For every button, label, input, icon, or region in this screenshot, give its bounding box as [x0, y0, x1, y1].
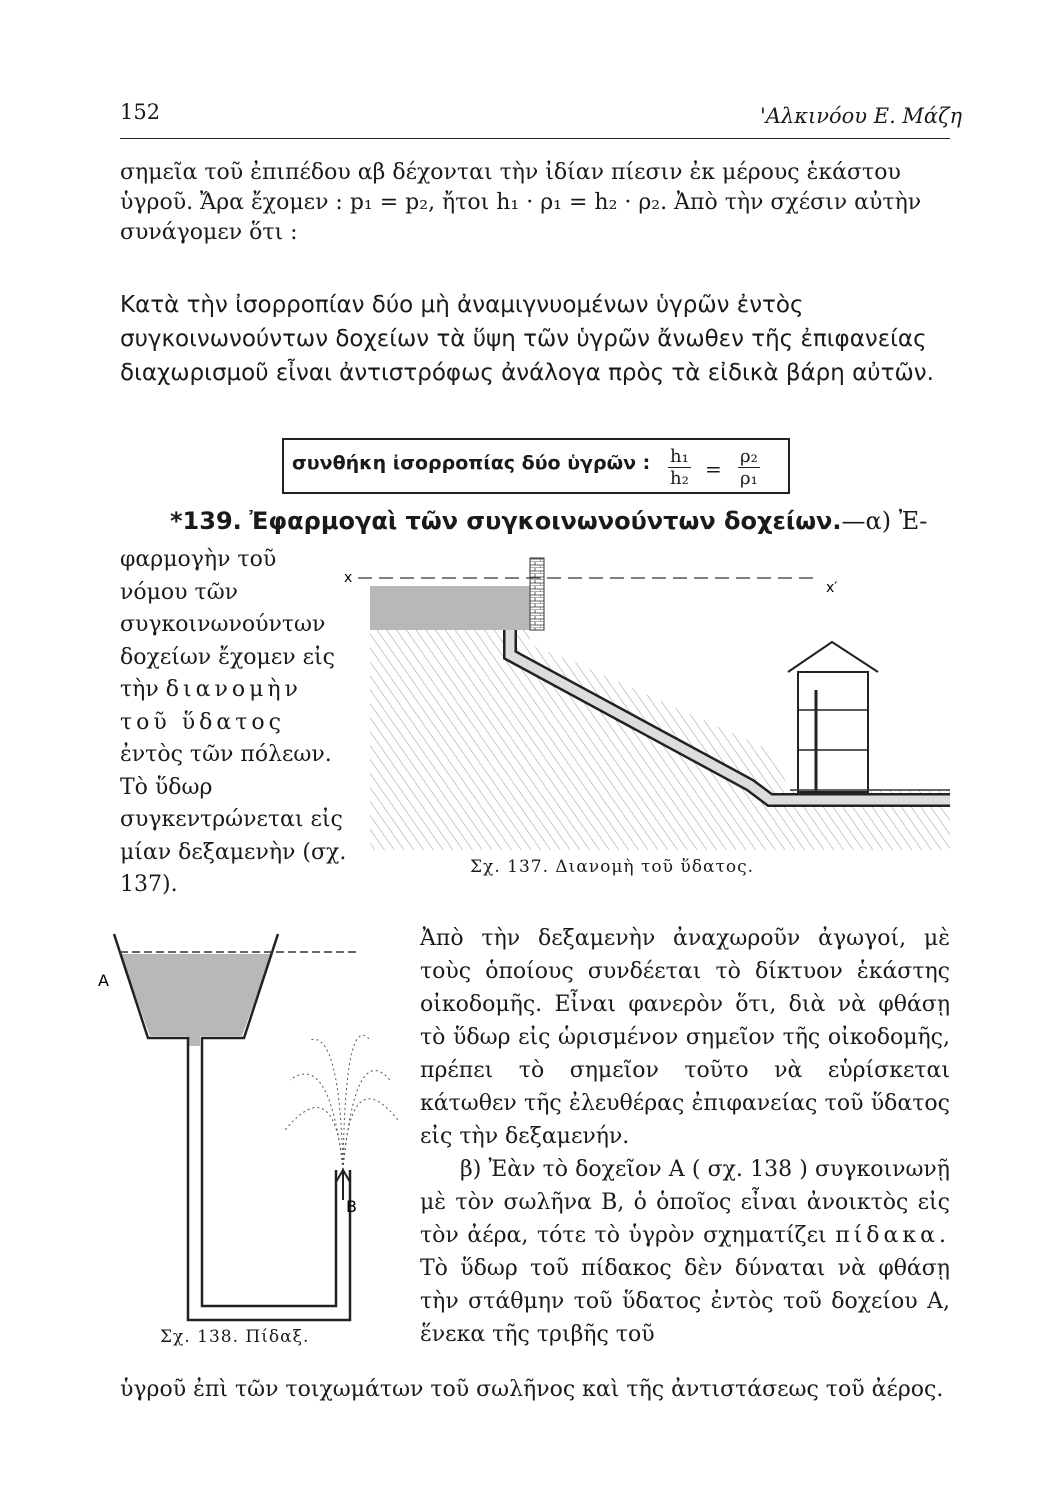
right-paragraph-2 [420, 1153, 950, 1351]
house [788, 642, 878, 795]
section-heading [170, 505, 950, 537]
page-number: 152 [120, 100, 161, 124]
right-paragraph-2-b: Τὸ ὕδωρ τοῦ πίδακος δὲν δύναται νὰ φθάσῃ τὴν στάθμην τοῦ ὕδατος ἐντὸς τοῦ δοχείου Α, ἕνεκα τῆς τριβῆς τοῦ [420, 1256, 950, 1347]
left-column-end: ἐντὸς τῶν πόλεων. Τὸ ὕδωρ συγκεντρώνεται εἰς μίαν δεξαμενὴν (σχ. 137). [120, 742, 347, 897]
fraction-h-numerator: h₁ [670, 446, 689, 467]
formula-label: συνθήκη ἰσορροπίας δύο ὑγρῶν : [292, 452, 651, 474]
figure-137-diagram [344, 550, 950, 850]
equals-sign: = [705, 457, 722, 481]
intro-paragraph: σημεῖα τοῦ ἐπιπέδου αβ δέχονται τὴν ἰδίαν πίεσιν ἐκ μέρους ἑκάστου ὑγροῦ. Ἄρα ἔχομεν : p₁ = p₂, ἤτοι h₁ · ρ₁ = h₂ · ρ₂. Ἀπὸ τὴν σχέσιν αὐτὴν συνάγομεν ὅτι : [120, 160, 922, 245]
section-lead: —α) Ἐ- [841, 507, 928, 535]
fraction-h [668, 446, 691, 489]
fraction-h-denominator: h₂ [670, 468, 689, 489]
left-column-text [120, 544, 353, 902]
running-header-author: 'Αλκινόου Ε. Μάζη [760, 104, 963, 128]
law-statement: Κατὰ τὴν ἰσορροπίαν δύο μὴ ἀναμιγνυομένων ὑγρῶν ἐντὸς συγκοινωνούντων δοχείων τὰ ὕψη τῶν ὑγρῶν ἄνωθεν τῆς ἐπιφανείας διαχωρισμοῦ εἶναι ἀντιστρόφως ἀνάλογα πρὸς τὰ εἰδικὰ βάρη αὐτῶν. [120, 292, 934, 386]
figure-138-diagram [100, 930, 400, 1330]
fraction-rho-numerator: ρ₂ [740, 446, 758, 467]
fraction-rho [738, 446, 760, 489]
label-B: B [346, 1197, 357, 1216]
right-paragraph-2-a: β) Ἐὰν τὸ δοχεῖον Α ( σχ. 138 ) συγκοινωνῇ μὲ τὸν σωλῆνα Β, ὁ ὁποῖος εἶναι ἀνοικτὸς εἰς τὸν ἀέρα, τότε τὸ ὑγρὸν σχηματίζει [420, 1157, 950, 1248]
reservoir-water [370, 586, 530, 630]
fraction-rho-denominator: ρ₁ [740, 468, 758, 489]
section-number: *139. [170, 507, 242, 535]
figure-138-caption: Σχ. 138. Πίδαξ. [160, 1327, 310, 1347]
reservoir-wall [530, 558, 544, 630]
fountain-jet [285, 1035, 398, 1170]
label-x: x [344, 570, 353, 586]
closing-line: ὑγροῦ ἐπὶ τῶν τοιχωμάτων τοῦ σωλῆνος καὶ τῆς ἀντιστάσεως τοῦ ἀέρος. [120, 1377, 944, 1402]
header-rule [120, 138, 950, 139]
vessel-liquid [120, 954, 272, 1046]
left-column-start: φαρμογὴν τοῦ νόμου τῶν συγκοινωνούντων δοχείων ἔχομεν εἰς τὴν [120, 547, 335, 702]
right-column-text [420, 922, 950, 1351]
label-x-prime: x′ [826, 580, 838, 596]
right-paragraph-1: Ἀπὸ τὴν δεξαμενὴν ἀναχωροῦν ἀγωγοί, μὲ τοὺς ὁποίους συνδέεται τὸ δίκτυον ἑκάστης οἰκοδομῆς. Εἶναι φανερὸν ὅτι, διὰ νὰ φθάσῃ τὸ ὕδωρ εἰς ὡρισμένον σημεῖον τῆς οἰκοδομῆς, πρέπει τὸ σημεῖον τοῦτο νὰ εὑρίσκεται κάτωθεν τῆς ἐλευθέρας ἐπιφανείας τοῦ ὕδατος εἰς τὴν δεξαμενήν. [420, 926, 950, 1149]
figure-137-caption: Σχ. 137. Διανομὴ τοῦ ὕδατος. [470, 857, 755, 877]
section-title: Ἐφαρμογαὶ τῶν συγκοινωνούντων δοχείων. [249, 507, 842, 535]
label-A: A [98, 971, 109, 990]
left-column-spaced: διανομὴν τοῦ ὕδατος [120, 677, 302, 735]
right-paragraph-2-spaced: πίδακα. [835, 1223, 950, 1248]
